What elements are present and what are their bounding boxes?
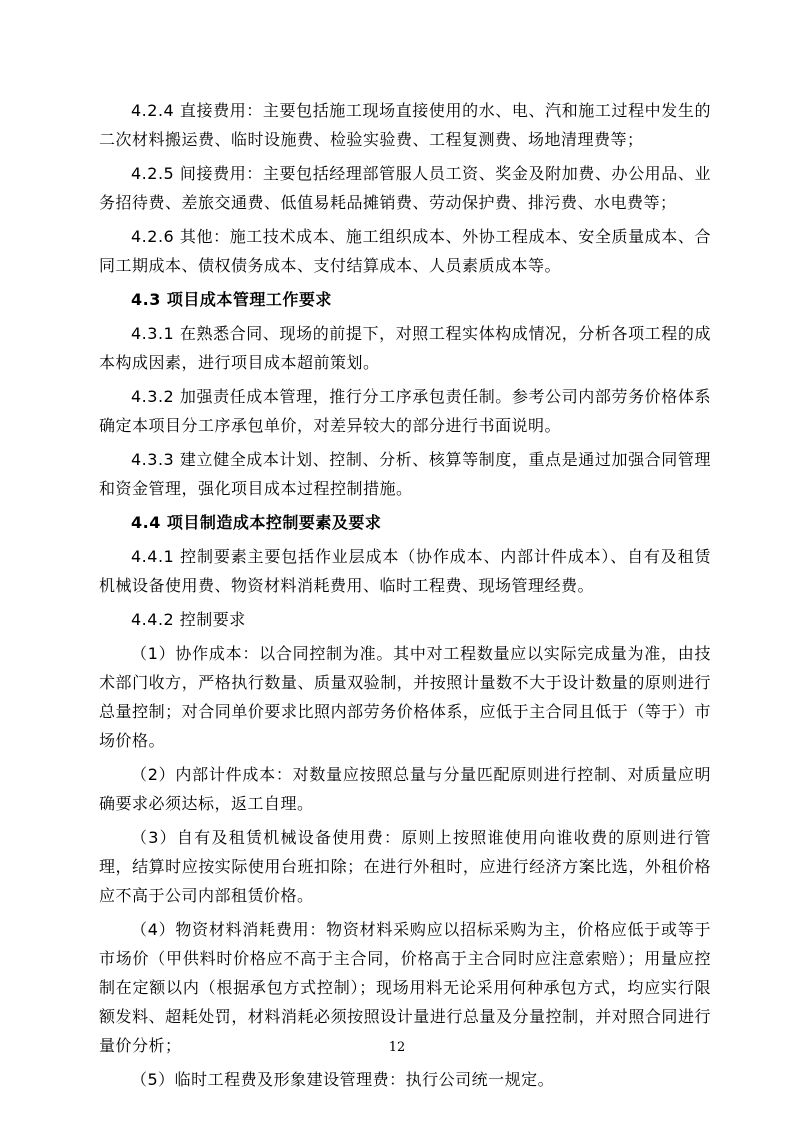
body-paragraph: 4.3.3 建立健全成本计划、控制、分析、核算等制度，重点是通过加强合同管理和资金管理，强化项目成本过程控制措施。 <box>99 450 711 498</box>
body-paragraph: （4）物资材料消耗费用：物资材料采购应以招标采购为主，价格应低于或等于市场价（甲供料时价格应不高于主合同，价格高于主合同时应注意索赔）；用量应控制在定额以内（根据承包方式控制）；现场用料无论采用何种承包方式，均应实行限额发料、超耗处罚，材料消耗必须按照设计量进行总量及分量控制，并对照合同进行量价分析； <box>99 920 711 1055</box>
body-paragraph: 4.4.1 控制要素主要包括作业层成本（协作成本、内部计件成本）、自有及租赁机械设备使用费、物资材料消耗费用、临时工程费、现场管理经费。 <box>99 547 711 595</box>
page-number: 12 <box>388 1040 406 1055</box>
body-paragraph: 4.2.5 间接费用：主要包括经理部管服人员工资、奖金及附加费、办公用品、业务招待费、差旅交通费、低值易耗品摊销费、劳动保护费、排污费、水电费等； <box>99 164 711 212</box>
document-body <box>99 96 711 1099</box>
body-paragraph: 4.3.1 在熟悉合同、现场的前提下，对照工程实体构成情况，分析各项工程的成本构成因素，进行项目成本超前策划。 <box>99 324 711 372</box>
body-paragraph: （1）协作成本：以合同控制为准。其中对工程数量应以实际完成量为准，由技术部门收方，严格执行数量、质量双验制，并按照计量数不大于设计数量的原则进行总量控制；对合同单价要求比照内部劳务价格体系，应低于主合同且低于（等于）市场价格。 <box>99 644 711 750</box>
body-paragraph: （2）内部计件成本：对数量应按照总量与分量匹配原则进行控制、对质量应明确要求必须达标，返工自理。 <box>99 765 711 813</box>
body-paragraph: 4.3.2 加强责任成本管理，推行分工序承包责任制。参考公司内部劳务价格体系确定本项目分工序承包单价，对差异较大的部分进行书面说明。 <box>99 387 711 435</box>
section-heading: 4.4 项目制造成本控制要素及要求 <box>131 513 382 532</box>
body-paragraph: 4.2.4 直接费用：主要包括施工现场直接使用的水、电、汽和施工过程中发生的二次材料搬运费、临时设施费、检验实验费、工程复测费、场地清理费等； <box>99 101 711 149</box>
section-heading: 4.3 项目成本管理工作要求 <box>131 290 332 309</box>
body-paragraph: 4.2.6 其他：施工技术成本、施工组织成本、外协工程成本、安全质量成本、合同工期成本、债权债务成本、支付结算成本、人员素质成本等。 <box>99 227 711 275</box>
body-paragraph: （5）临时工程费及形象建设管理费：执行公司统一规定。 <box>131 1070 555 1089</box>
body-paragraph: （3）自有及租赁机械设备使用费：原则上按照谁使用向谁收费的原则进行管理，结算时应按实际使用台班扣除；在进行外租时，应进行经济方案比选，外租价格应不高于公司内部租赁价格。 <box>99 828 711 905</box>
body-paragraph: 4.4.2 控制要求 <box>131 610 246 629</box>
